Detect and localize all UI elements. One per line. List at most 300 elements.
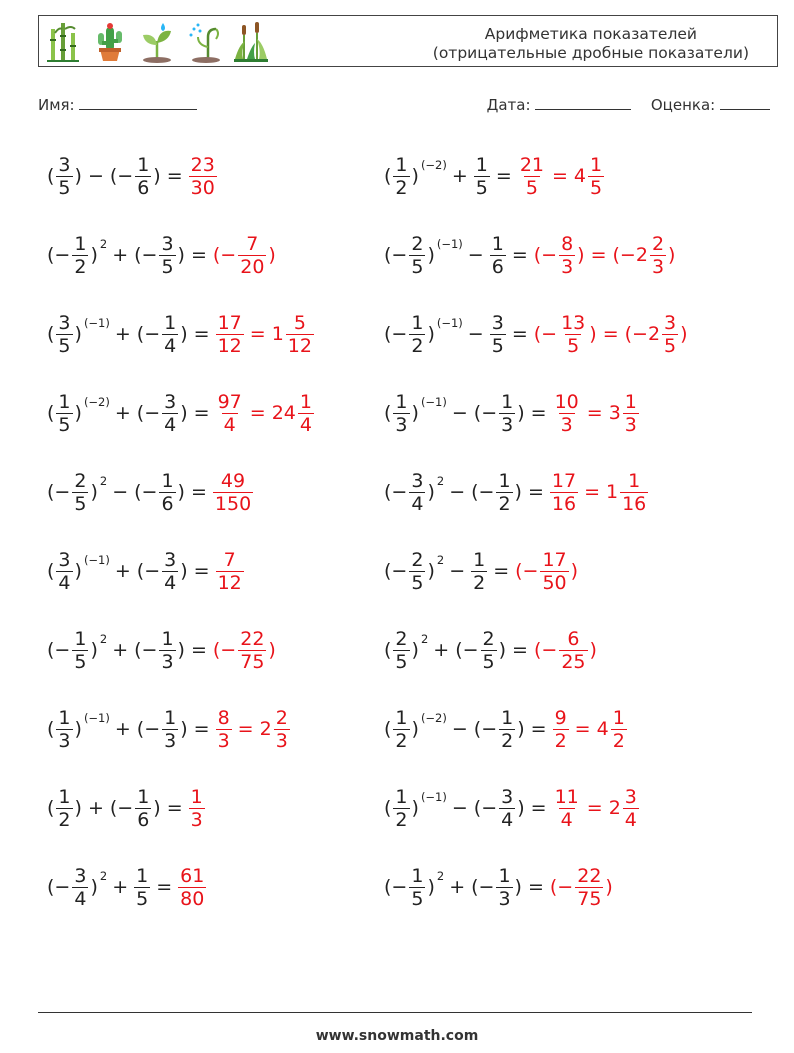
numerator: 1: [395, 706, 408, 729]
operator: +: [451, 165, 468, 187]
term-text: (−: [134, 639, 158, 661]
operator: =: [586, 402, 603, 424]
term-text: 3: [608, 402, 621, 424]
operator: =: [527, 876, 544, 898]
operator: =: [530, 797, 547, 819]
problem-row: [46, 383, 315, 443]
operator: =: [511, 244, 528, 266]
fraction: [499, 786, 515, 831]
exponent: 2: [420, 632, 429, 646]
operator: −: [451, 402, 468, 424]
term-text: ): [570, 560, 579, 582]
fraction: [72, 865, 88, 910]
fraction: [393, 707, 409, 752]
reeds-icon: [231, 19, 271, 63]
numerator: 1: [395, 390, 408, 413]
operator: =: [249, 323, 266, 345]
numerator: 2: [651, 232, 665, 255]
numerator: 1: [473, 548, 486, 571]
denominator: 12: [217, 571, 242, 594]
operator: +: [449, 876, 466, 898]
denominator: 2: [395, 729, 408, 752]
problem-row: [383, 462, 649, 522]
operator: +: [114, 718, 131, 740]
term-text: (−: [384, 244, 408, 266]
numerator: 1: [628, 469, 641, 492]
denominator: 2: [58, 808, 71, 831]
operator: +: [112, 244, 129, 266]
operator: =: [166, 797, 183, 819]
term-text: (−: [533, 639, 558, 661]
numerator: 1: [136, 864, 149, 887]
fraction: [490, 233, 506, 278]
numerator: 1: [164, 311, 177, 334]
term-text: ): [268, 244, 276, 266]
denominator: 150: [214, 492, 252, 515]
term-text: ): [74, 560, 82, 582]
numerator: 1: [190, 785, 203, 808]
term-text: (−: [47, 244, 71, 266]
fraction: [72, 470, 88, 515]
answer: [177, 865, 207, 910]
exponent: (−1): [420, 790, 447, 804]
answer: [188, 154, 218, 199]
denominator: 5: [58, 334, 71, 357]
date-label: Дата:: [486, 96, 531, 114]
date-blank[interactable]: [535, 95, 631, 110]
operator: =: [190, 244, 207, 266]
fraction: [216, 549, 244, 594]
numerator: 3: [164, 548, 177, 571]
fraction: [298, 391, 314, 436]
exponent: (−1): [83, 711, 110, 725]
problem-row: [46, 857, 207, 917]
denominator: 4: [624, 808, 637, 831]
term-text: (−: [212, 244, 237, 266]
operator: =: [156, 876, 173, 898]
term-text: ): [514, 481, 522, 503]
denominator: 3: [161, 650, 174, 673]
numerator: 1: [395, 785, 408, 808]
term-text: ): [74, 165, 82, 187]
denominator: 30: [190, 176, 215, 199]
problem-row: [383, 383, 640, 443]
numerator: 3: [491, 311, 504, 334]
term-text: 4: [573, 165, 587, 187]
term-text: ): [427, 560, 435, 582]
numerator: 1: [58, 390, 71, 413]
numerator: 23: [190, 153, 215, 176]
term-text: (−: [473, 718, 498, 740]
term-text: ): [90, 876, 98, 898]
denominator: 4: [501, 808, 514, 831]
term-text: (: [47, 560, 55, 582]
term-text: (: [47, 402, 55, 424]
exponent: 2: [99, 237, 108, 251]
numerator: 1: [491, 232, 504, 255]
operator: −: [451, 797, 468, 819]
worksheet-title: [433, 25, 749, 63]
numerator: 1: [475, 153, 488, 176]
denominator: 3: [164, 729, 177, 752]
term-text: ): [74, 402, 82, 424]
fraction: [553, 391, 581, 436]
denominator: 3: [498, 887, 511, 910]
denominator: 4: [58, 571, 71, 594]
numerator: 1: [624, 390, 637, 413]
numerator: 1: [58, 785, 71, 808]
fraction: [286, 312, 314, 357]
fraction: [159, 628, 175, 673]
operator: =: [166, 165, 183, 187]
term-text: (−: [47, 481, 71, 503]
term-text: ): [90, 481, 98, 503]
fraction: [162, 549, 178, 594]
worksheet-header: [38, 15, 778, 67]
exponent: (−2): [420, 711, 447, 725]
numerator: 2: [74, 469, 87, 492]
answer: [533, 628, 598, 673]
exponent: (−2): [420, 158, 447, 172]
sprout-icon: [137, 19, 177, 63]
numerator: 17: [542, 548, 567, 571]
name-blank[interactable]: [79, 95, 197, 110]
denominator: 20: [240, 255, 265, 278]
term-text: ): [268, 639, 276, 661]
problem-row: [383, 225, 676, 285]
numerator: 1: [58, 706, 71, 729]
operator: −: [467, 323, 484, 345]
fraction: [559, 312, 587, 357]
operator: =: [190, 481, 207, 503]
exponent: (−1): [420, 395, 447, 409]
operator: +: [112, 876, 129, 898]
operator: −: [449, 481, 466, 503]
answer: [549, 470, 649, 515]
term-text: ): [153, 165, 161, 187]
problem-row: [46, 778, 206, 838]
operator: =: [512, 639, 528, 661]
denominator: 3: [501, 413, 514, 436]
term-text: (: [384, 639, 392, 661]
term-text: (−: [549, 876, 574, 898]
denominator: 5: [525, 176, 538, 199]
denominator: 5: [482, 650, 495, 673]
fraction: [559, 628, 587, 673]
numerator: 3: [161, 232, 174, 255]
denominator: 4: [223, 413, 236, 436]
numerator: 17: [551, 469, 577, 492]
fraction: [499, 707, 515, 752]
fraction: [162, 707, 178, 752]
denominator: 4: [411, 492, 424, 515]
operator: =: [602, 323, 619, 345]
term-text: (−: [533, 244, 558, 266]
answer: [552, 707, 628, 752]
term-text: (: [384, 718, 392, 740]
denominator: 5: [411, 255, 424, 278]
footer-divider: [38, 1012, 752, 1013]
term-text: (−: [384, 323, 408, 345]
operator: −: [449, 560, 466, 582]
denominator: 75: [577, 887, 602, 910]
numerator: 8: [561, 232, 574, 255]
term-text: ): [180, 402, 188, 424]
numerator: 3: [411, 469, 424, 492]
fraction: [238, 628, 266, 673]
exponent: 2: [99, 474, 108, 488]
numerator: 1: [74, 232, 87, 255]
numerator: 17: [217, 311, 242, 334]
numerator: 21: [519, 153, 544, 176]
fraction: [540, 549, 568, 594]
denominator: 3: [651, 255, 665, 278]
answer: [212, 470, 254, 515]
answer: [533, 312, 689, 357]
operator: =: [190, 639, 207, 661]
term-text: (−: [384, 560, 408, 582]
denominator: 4: [164, 571, 177, 594]
term-text: 1: [271, 323, 284, 345]
numerator: 3: [74, 864, 87, 887]
problem-row: [383, 699, 628, 759]
numerator: 1: [161, 627, 174, 650]
numerator: 97: [217, 390, 242, 413]
numerator: 9: [554, 706, 567, 729]
operator: −: [467, 244, 484, 266]
numerator: 8: [217, 706, 230, 729]
term-text: ): [411, 165, 419, 187]
term-text: ): [177, 481, 185, 503]
numerator: 61: [180, 864, 205, 887]
fraction: [393, 391, 409, 436]
numerator: 1: [612, 706, 625, 729]
answer: [212, 628, 277, 673]
fraction: [393, 154, 409, 199]
denominator: 50: [542, 571, 567, 594]
denominator: 5: [136, 887, 149, 910]
problem-row: [46, 462, 254, 522]
operator: =: [511, 323, 528, 345]
term-text: (−: [136, 402, 161, 424]
term-text: (−: [471, 876, 495, 898]
numerator: 22: [577, 864, 602, 887]
fraction: [56, 391, 72, 436]
operator: =: [193, 718, 210, 740]
title-line-1: Арифметика показателей: [484, 25, 697, 43]
fraction: [518, 154, 546, 199]
exponent: 2: [99, 632, 108, 646]
numerator: 2: [395, 627, 408, 650]
fraction: [575, 865, 603, 910]
problem-row: [46, 225, 277, 285]
numerator: 7: [223, 548, 236, 571]
denominator: 6: [137, 808, 150, 831]
denominator: 12: [217, 334, 242, 357]
term-text: (−: [109, 797, 134, 819]
operator: =: [530, 718, 547, 740]
numerator: 3: [58, 548, 71, 571]
denominator: 3: [275, 729, 288, 752]
numerator: 49: [220, 469, 246, 492]
numerator: 3: [164, 390, 177, 413]
exponent: (−1): [436, 316, 463, 330]
operator: −: [112, 481, 129, 503]
term-text: ): [411, 639, 419, 661]
term-text: (−: [136, 718, 161, 740]
denominator: 5: [411, 887, 424, 910]
fraction: [238, 233, 266, 278]
denominator: 3: [560, 413, 573, 436]
fraction: [588, 154, 604, 199]
term-text: (−: [471, 481, 495, 503]
term-text: ): [514, 876, 522, 898]
denominator: 6: [161, 492, 174, 515]
denominator: 3: [217, 729, 230, 752]
operator: =: [530, 402, 547, 424]
problem-row: [46, 304, 315, 364]
term-text: (: [47, 165, 55, 187]
problem-row: [46, 620, 277, 680]
operator: =: [493, 560, 510, 582]
term-text: (: [47, 323, 55, 345]
numerator: 1: [395, 153, 408, 176]
exponent: 2: [99, 869, 108, 883]
denominator: 2: [395, 176, 408, 199]
bamboo-icon: [43, 19, 83, 63]
fraction: [189, 154, 217, 199]
grade-blank[interactable]: [720, 95, 770, 110]
denominator: 5: [161, 255, 174, 278]
numerator: 1: [161, 469, 174, 492]
denominator: 5: [58, 176, 71, 199]
denominator: 6: [137, 176, 150, 199]
fraction: [72, 628, 88, 673]
header-icons: [43, 19, 271, 63]
operator: =: [586, 797, 603, 819]
denominator: 3: [624, 413, 637, 436]
term-text: ): [180, 718, 188, 740]
fraction: [496, 470, 512, 515]
fraction: [159, 470, 175, 515]
term-text: ): [153, 797, 161, 819]
operator: =: [193, 323, 210, 345]
denominator: 4: [560, 808, 573, 831]
answer: [533, 233, 677, 278]
answer: [215, 707, 291, 752]
fraction: [662, 312, 678, 357]
term-text: (−: [134, 481, 158, 503]
numerator: 6: [567, 627, 580, 650]
denominator: 2: [473, 571, 486, 594]
term-text: ): [90, 244, 98, 266]
denominator: 2: [74, 255, 87, 278]
term-text: ): [74, 323, 82, 345]
numerator: 3: [624, 785, 637, 808]
numerator: 1: [590, 153, 603, 176]
denominator: 4: [299, 413, 312, 436]
term-text: ): [668, 244, 676, 266]
fraction: [553, 786, 581, 831]
exponent: 2: [436, 869, 445, 883]
answer: [517, 154, 605, 199]
fraction: [216, 707, 232, 752]
term-text: (−: [515, 560, 539, 582]
denominator: 5: [74, 492, 87, 515]
fraction: [56, 707, 72, 752]
denominator: 4: [74, 887, 87, 910]
fraction: [56, 786, 72, 831]
problem-row: [383, 620, 598, 680]
fraction: [162, 312, 178, 357]
operator: +: [112, 639, 129, 661]
numerator: 3: [664, 311, 677, 334]
denominator: 3: [395, 413, 408, 436]
exponent: (−1): [83, 316, 110, 330]
numerator: 1: [74, 627, 87, 650]
problem-row: [383, 778, 640, 838]
term-text: (: [47, 797, 55, 819]
fraction: [393, 786, 409, 831]
numerator: 1: [498, 469, 511, 492]
operator: +: [87, 797, 104, 819]
name-label: Имя:: [38, 96, 75, 114]
term-text: (: [384, 165, 392, 187]
operator: =: [552, 165, 568, 187]
term-text: (−: [473, 797, 498, 819]
denominator: 5: [74, 650, 87, 673]
problem-row: [383, 146, 605, 206]
term-text: ): [427, 244, 435, 266]
fraction: [216, 391, 244, 436]
operator: +: [433, 639, 450, 661]
answer: [215, 312, 315, 357]
problem-row: [383, 857, 614, 917]
denominator: 2: [554, 729, 567, 752]
operator: =: [237, 718, 254, 740]
operator: =: [574, 718, 591, 740]
operator: −: [451, 718, 468, 740]
term-text: ): [177, 639, 185, 661]
term-text: (−: [47, 876, 71, 898]
numerator: 2: [411, 232, 424, 255]
problem-row: [46, 541, 245, 601]
term-text: ): [680, 323, 688, 345]
numerator: 3: [58, 153, 71, 176]
term-text: (: [384, 797, 392, 819]
fraction: [72, 233, 88, 278]
term-text: ): [517, 718, 525, 740]
answer: [552, 391, 640, 436]
fraction: [393, 628, 409, 673]
fraction: [162, 391, 178, 436]
term-text: (−: [109, 165, 134, 187]
denominator: 2: [501, 729, 514, 752]
term-text: 2: [608, 797, 621, 819]
numerator: 1: [137, 153, 150, 176]
term-text: 1: [606, 481, 619, 503]
numerator: 7: [246, 232, 259, 255]
term-text: (−: [384, 481, 408, 503]
numerator: 1: [498, 864, 511, 887]
term-text: ): [411, 402, 419, 424]
problem-row: [46, 699, 291, 759]
fraction: [409, 312, 425, 357]
numerator: 1: [501, 390, 514, 413]
term-text: (−: [455, 639, 479, 661]
term-text: 4: [596, 718, 609, 740]
grade-label: Оценка:: [650, 96, 716, 114]
